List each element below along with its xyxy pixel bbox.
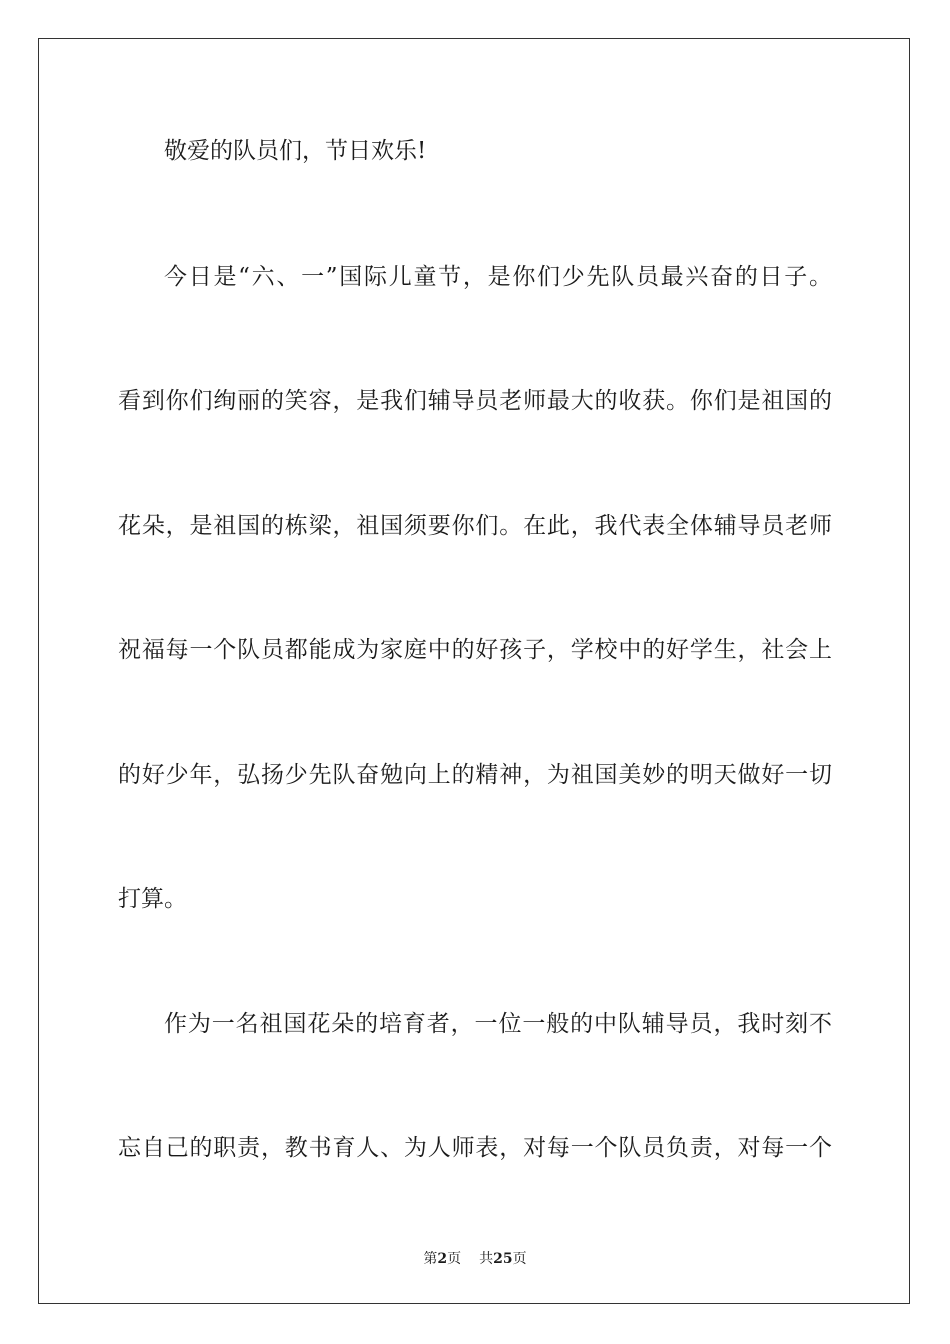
greeting-line: 敬爱的队员们，节日欢乐! [164, 138, 427, 164]
paragraph-2-line-1: 作为一名祖国花朵的培育者，一位一般的中队辅导员，我时刻不 [164, 1011, 832, 1037]
total-prefix: 共 [479, 1251, 494, 1267]
paragraph-1-line-5: 的好少年，弘扬少先队奋勉向上的精神，为祖国美妙的明天做好一切 [118, 762, 832, 788]
page-number: 2 [437, 1251, 448, 1267]
page-border [38, 38, 910, 1304]
paragraph-1-line-1: 今日是“六、一”国际儿童节，是你们少先队员最兴奋的日子。 [164, 264, 832, 290]
page-suffix: 页 [447, 1251, 462, 1267]
paragraph-1-line-4: 祝福每一个队员都能成为家庭中的好孩子，学校中的好学生，社会上 [118, 637, 832, 663]
page-prefix: 第 [423, 1251, 438, 1267]
paragraph-1-line-2: 看到你们绚丽的笑容，是我们辅导员老师最大的收获。你们是祖国的 [118, 388, 832, 414]
paragraph-1-line-6: 打算。 [118, 886, 187, 912]
paragraph-1-line-3: 花朵，是祖国的栋梁，祖国须要你们。在此，我代表全体辅导员老师 [118, 513, 832, 539]
total-suffix: 页 [512, 1251, 527, 1267]
paragraph-2-line-2: 忘自己的职责，教书育人、为人师表，对每一个队员负责，对每一个 [118, 1135, 832, 1161]
total-pages: 25 [493, 1251, 513, 1267]
page-footer [0, 1248, 950, 1268]
